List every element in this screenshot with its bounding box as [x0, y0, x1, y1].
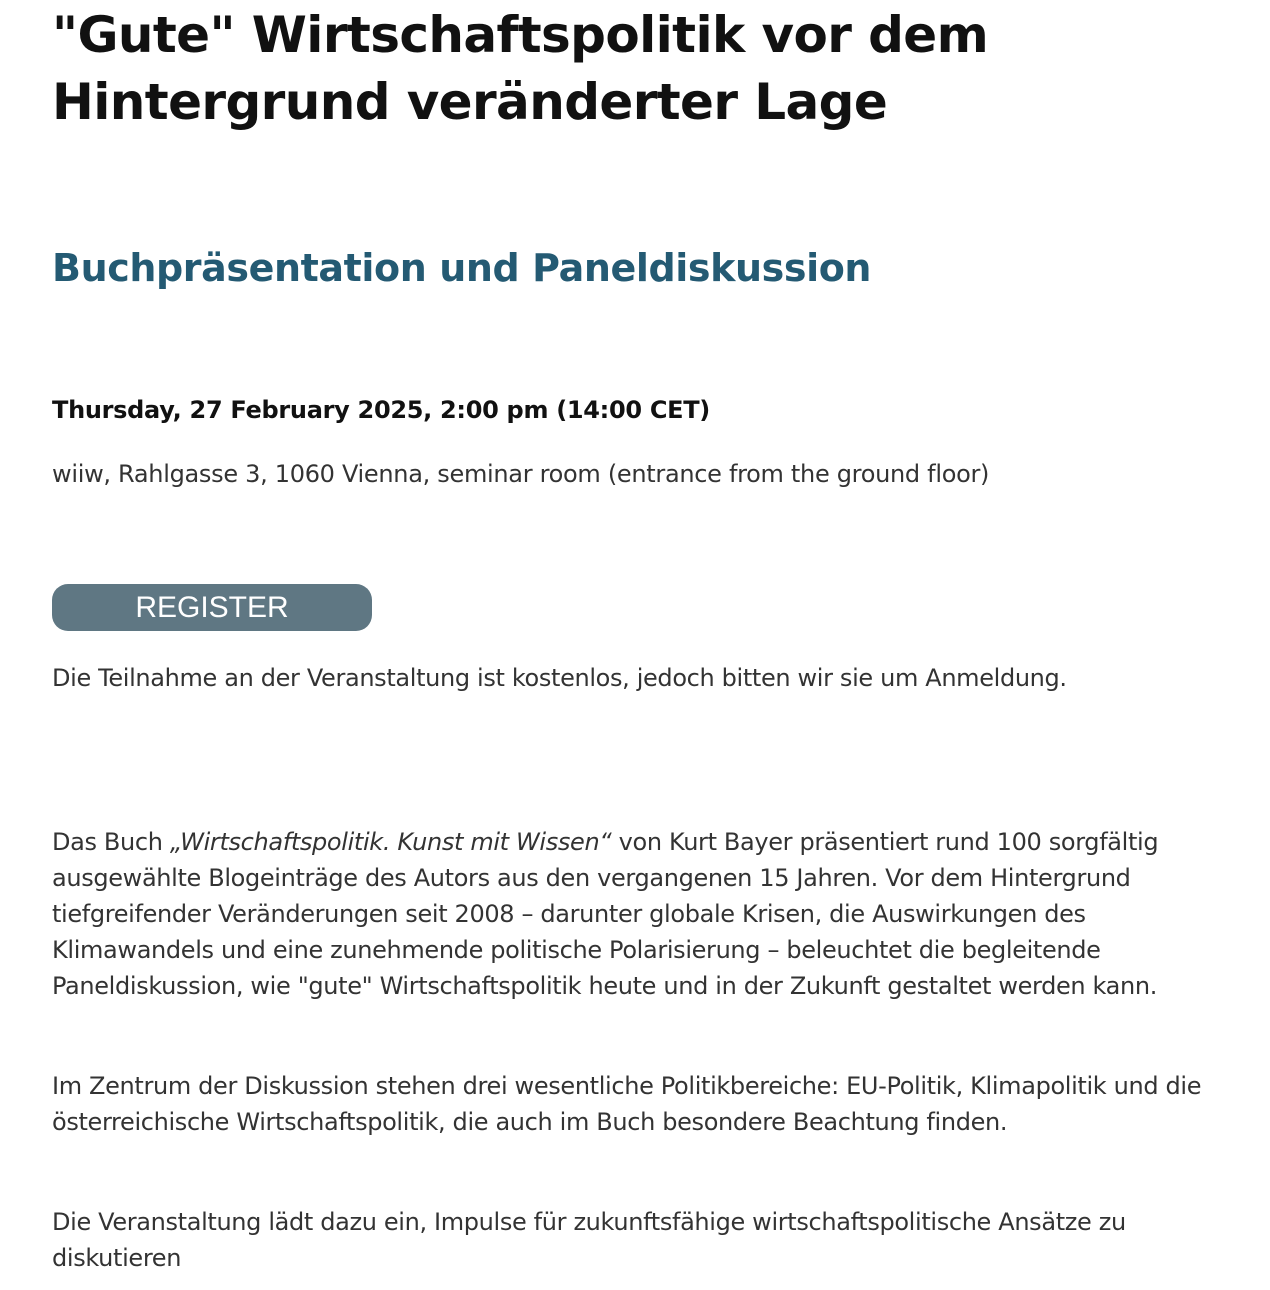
event-invitation: Die Veranstaltung lädt dazu ein, Impulse für zukunftsfähige wirtschaftspolitische Ansätze zu diskutieren — [52, 1208, 1126, 1272]
event-title: "Gute" Wirtschaftspolitik vor dem Hintergrund veränderter Lage — [52, 6, 989, 131]
registration-note: Die Teilnahme an der Veranstaltung ist kostenlos, jedoch bitten wir sie um Anmeldung. — [52, 664, 1067, 692]
book-intro-before: Das Buch — [52, 828, 170, 856]
book-description — [52, 824, 1237, 1004]
book-title: „Wirtschaftspolitik. Kunst mit Wissen“ — [169, 828, 612, 856]
book-intro-after: von Kurt Bayer präsentiert rund 100 sorgfältig ausgewählte Blogeinträge des Autors aus den vergangenen 15 Jahren. Vor dem Hintergrund tiefgreifender Veränderungen seit 2008 – darunter globale Krisen, die Auswirkungen des Klimawandels und eine zunehmende politische Polarisierung – beleuchtet die begleitende Paneldiskussion, wie "gute" Wirtschaftspolitik heute und in der Zukunft gestaltet werden kann. — [52, 828, 1159, 1000]
event-date: Thursday, 27 February 2025, 2:00 pm (14:00 CET) — [52, 396, 710, 424]
event-venue: wiiw, Rahlgasse 3, 1060 Vienna, seminar room (entrance from the ground floor) — [52, 460, 990, 488]
discussion-focus: Im Zentrum der Diskussion stehen drei wesentliche Politikbereiche: EU-Politik, Klimapolitik und die österreichische Wirtschaftspolitik, die auch im Buch besondere Beachtung finden. — [52, 1072, 1202, 1136]
register-button[interactable]: REGISTER — [52, 584, 372, 631]
event-subtitle: Buchpräsentation und Paneldiskussion — [52, 246, 872, 290]
